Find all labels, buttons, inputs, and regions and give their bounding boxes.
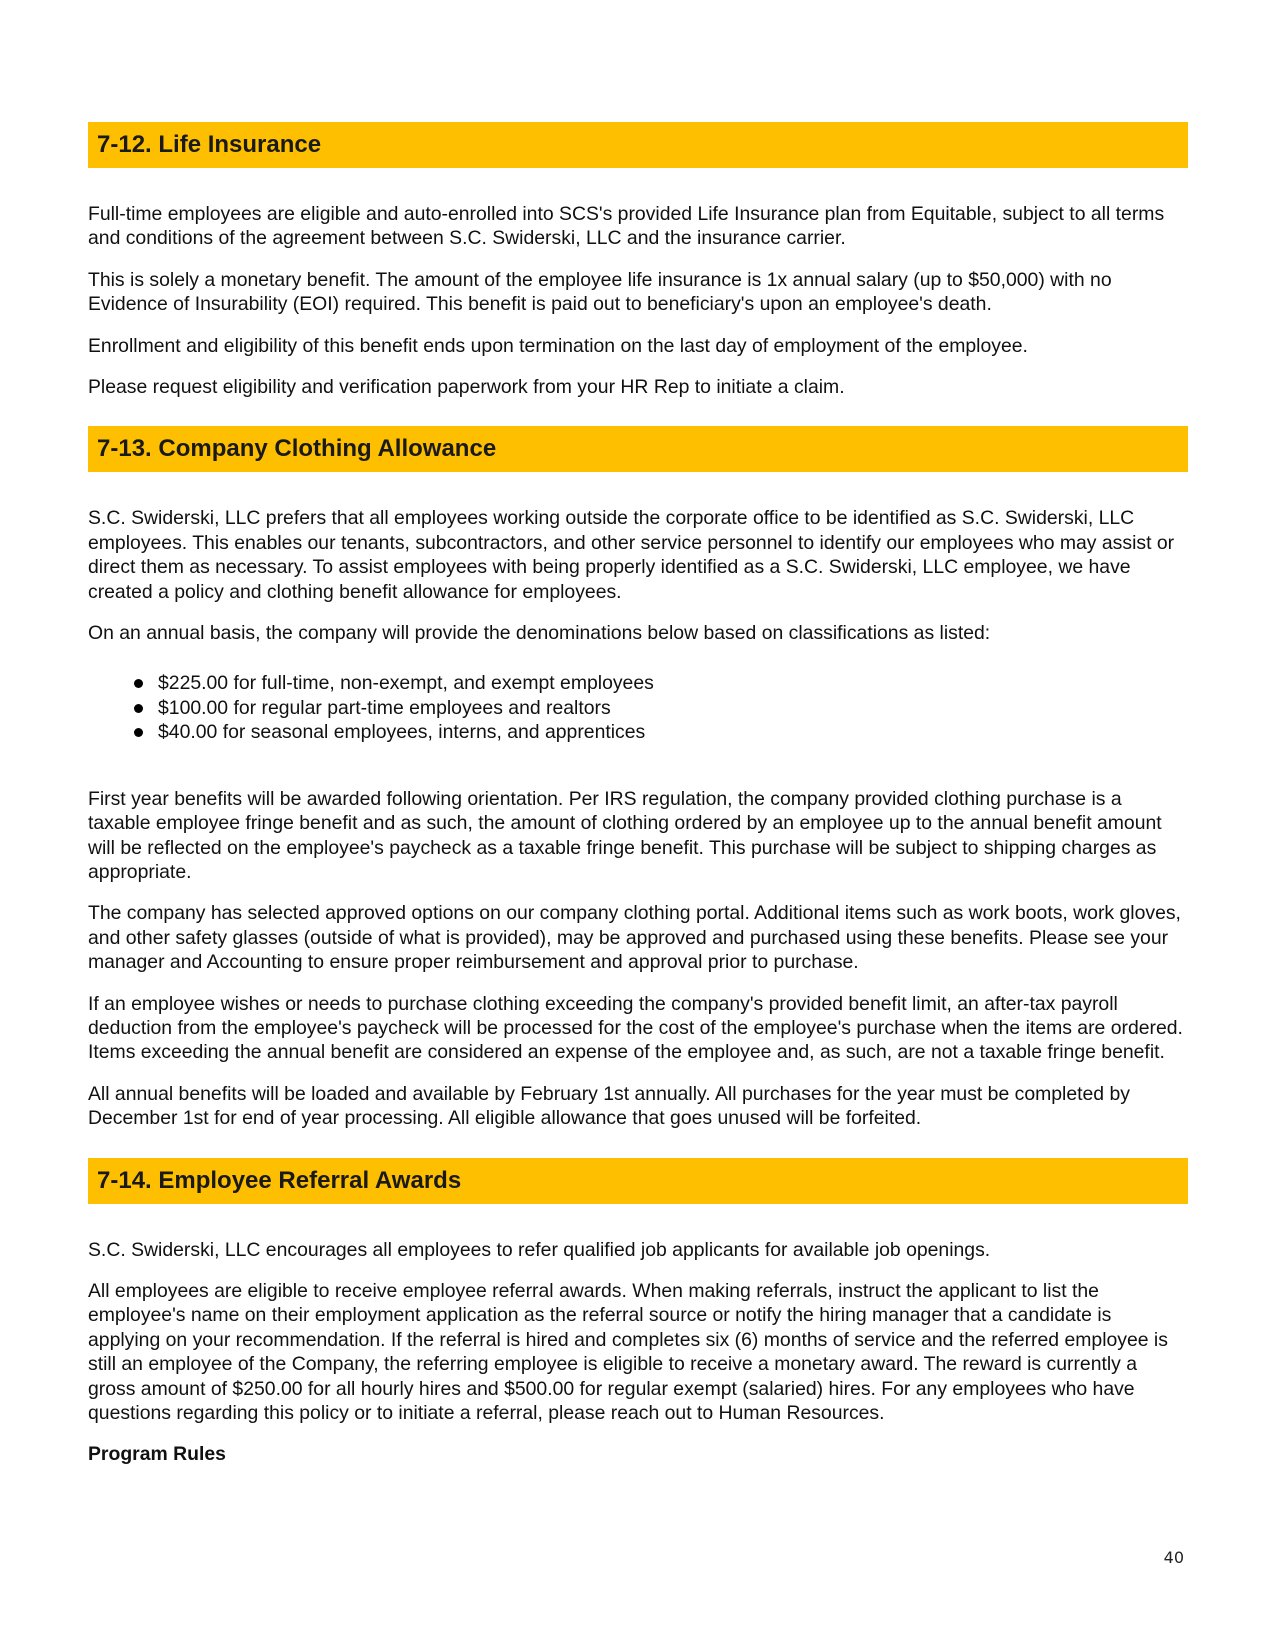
paragraph: On an annual basis, the company will provide the denominations below based on classifications as listed: [88,622,991,645]
page-number: 40 [1163,1548,1184,1567]
paragraph: If an employee wishes or needs to purchase clothing exceeding the company's provided benefit limit, an after-tax payroll deduction from the employee's paycheck will be processed for the cost of the employee's purchase when the items are ordered. Items exceeding the annual benefit are considered an expense of the employee and, as such, are not a taxable fringe benefit. [88,992,1183,1064]
list-item: $225.00 for full-time, non-exempt, and exempt employees [134,671,1188,695]
section-header-referral-awards [88,1158,1188,1204]
section-title: 7-12. Life Insurance [97,131,322,158]
section-title: 7-13. Company Clothing Allowance [97,435,497,463]
paragraph: This is solely a monetary benefit. The amount of the employee life insurance is 1x annual salary (up to $50,000) with no Evidence of Insurability (EOI) required. This benefit is paid out to beneficiary's upon an employee's death. [88,268,1112,316]
paragraph: S.C. Swiderski, LLC prefers that all employees working outside the corporate office to be identified as S.C. Swiderski, LLC employees. This enables our tenants, subcontractors, and other service personnel to identify our employees who may assist or direct them as necessary. To assist employees with being properly identified as a S.C. Swiderski, LLC employee, we have created a policy and clothing benefit allowance for employees. [88,507,1175,603]
allowance-list [88,671,1188,744]
paragraph: Full-time employees are eligible and auto-enrolled into SCS's provided Life Insurance plan from Equitable, subject to all terms and conditions of the agreement between S.C. Swiderski, LLC and the insurance carrier. [88,203,1165,250]
paragraph: The company has selected approved options on our company clothing portal. Additional items such as work boots, work gloves, and other safety glasses (outside of what is provided), may be approved and purchased using these benefits. Please see your manager and Accounting to ensure proper reimbursement and approval prior to purchase. [88,902,1181,974]
section-header-clothing-allowance [88,426,1188,472]
paragraph: All employees are eligible to receive employee referral awards. When making referrals, instruct the applicant to list the employee's name on their employment application as the referral source or notify the hiring manager that a candidate is applying on your recommendation. If the referral is hired and completes six (6) months of service and the referred employee is still an employee of the Company, the referring employee is eligible to receive a monetary award. The reward is currently a gross amount of $250.00 for all hourly hires and $500.00 for regular exempt (salaried) hires. For any employees who have questions regarding this policy or to initiate a referral, please reach out to Human Resources. [88,1279,1168,1424]
list-item: $100.00 for regular part-time employees and realtors [134,696,1188,720]
paragraph: Please request eligibility and verification paperwork from your HR Rep to initiate a claim. [88,376,845,399]
program-rules-heading: Program Rules [88,1443,226,1466]
section-header-life-insurance [88,122,1188,168]
paragraph: S.C. Swiderski, LLC encourages all employees to refer qualified job applicants for available job openings. [88,1238,991,1261]
document-page [88,122,1188,1467]
paragraph: Enrollment and eligibility of this benefit ends upon termination on the last day of employment of the employee. [88,334,1028,357]
paragraph: First year benefits will be awarded following orientation. Per IRS regulation, the company provided clothing purchase is a taxable employee fringe benefit and as such, the amount of clothing ordered by an employee up to the annual benefit amount will be reflected on the employee's paycheck as a taxable fringe benefit. This purchase will be subject to shipping charges as appropriate. [88,787,1162,883]
section-title: 7-14. Employee Referral Awards [97,1166,462,1194]
paragraph: All annual benefits will be loaded and available by February 1st annually. All purchases for the year must be completed by December 1st for end of year processing. All eligible allowance that goes unused will be forfeited. [88,1082,1130,1130]
list-item: $40.00 for seasonal employees, interns, and apprentices [134,720,1188,744]
